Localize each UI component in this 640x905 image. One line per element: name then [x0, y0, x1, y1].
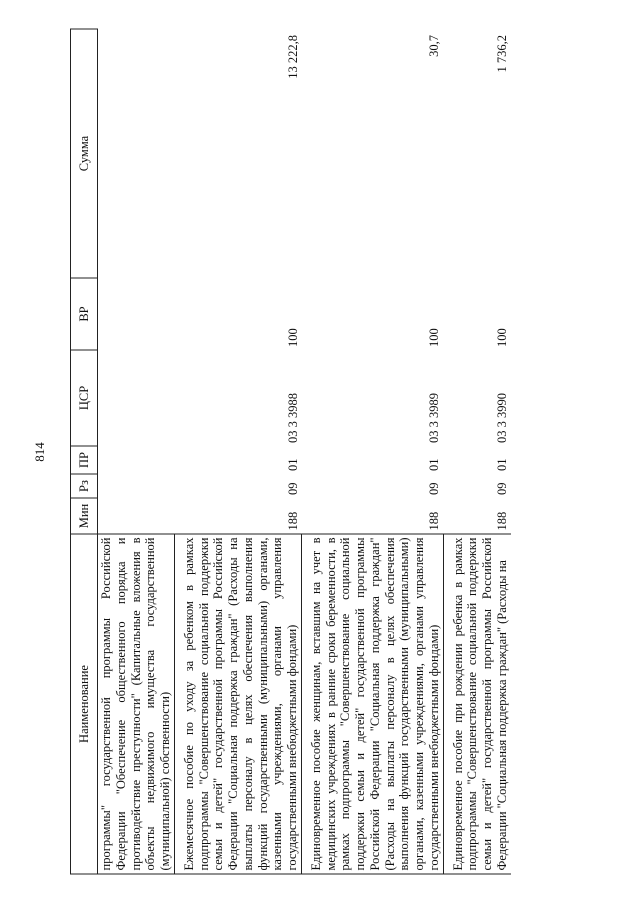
- header-min: Мин: [71, 498, 98, 534]
- row-vr: [98, 278, 175, 350]
- table-row: [98, 29, 175, 874]
- row-name: Ежемесячное пособие по уходу за ребенком в рамках подпрограммы "Совершенствование социальной поддержки семьи и детей" государственной программы Российской Федерации "Социальная поддержка граждан" (Расходы на выплаты персоналу в целях обеспечения выполнения функций государственными (муниципальными) органами, казенными учреждениями, органами управления государственными внебюджетными фондами): [181, 534, 302, 874]
- row-sum: [98, 29, 175, 278]
- header-vr: ВР: [71, 278, 98, 350]
- row-csr: 03 3 3988: [285, 393, 300, 443]
- row-csr: [98, 350, 175, 446]
- row-rz: [98, 474, 175, 498]
- header-csr: ЦСР: [71, 350, 98, 446]
- table-row: [308, 29, 443, 874]
- row-min: 188: [285, 511, 300, 531]
- row-min: [98, 498, 175, 534]
- row-csr: 03 3 3989: [427, 393, 442, 443]
- row-sum: 30,7: [427, 35, 442, 57]
- header-sum: Сумма: [71, 29, 98, 278]
- row-rz: 09: [494, 482, 509, 495]
- row-pr: 01: [494, 458, 509, 471]
- row-pr: 01: [427, 458, 442, 471]
- budget-table: [70, 29, 511, 875]
- header-name: Наименование: [71, 534, 98, 874]
- row-sum: 13 222,8: [285, 35, 300, 79]
- row-pr: [98, 446, 175, 474]
- row-name: Единовременное пособие женщинам, вставшим на учет в медицинских учреждениях в ранние сроки беременности, в рамках подпрограммы "Совершенствование социальной поддержки семьи и детей" государственной программы Российской Федерации "Социальная поддержка граждан" (Расходы на выплаты персоналу в целях обеспечения выполнения функций государственными (муниципальными) органами, казенными учреждениями, органами управления государственными внебюджетными фондами): [308, 534, 443, 874]
- row-min: 188: [494, 511, 509, 531]
- table-header-row: [71, 29, 98, 874]
- table-row: [181, 29, 302, 874]
- row-pr: 01: [285, 458, 300, 471]
- row-vr: 100: [494, 328, 509, 347]
- row-csr: 03 3 3990: [494, 393, 509, 443]
- row-vr: 100: [427, 328, 442, 347]
- row-name: программы" государственной программы Российской Федерации "Обеспечение общественного порядка и противодействие преступности" (Капитальные вложения в объекты недвижимого имущества государственной (муниципальной) собственности): [98, 534, 175, 874]
- row-min: 188: [427, 511, 442, 531]
- table-row: [450, 29, 511, 874]
- header-rz: Рз: [71, 474, 98, 498]
- row-rz: 09: [285, 482, 300, 495]
- row-sum: 1 736,2: [494, 35, 509, 73]
- header-pr: ПР: [71, 446, 98, 474]
- rotated-page: [70, 30, 570, 875]
- row-name: Единовременное пособие при рождении ребенка в рамках подпрограммы "Совершенствование социальной поддержки семьи и детей" государственной программы Российской Федерации "Социальная поддержка граждан" (Расходы на: [450, 534, 511, 874]
- row-rz: 09: [427, 482, 442, 495]
- row-vr: 100: [285, 328, 300, 347]
- page-number: 814: [32, 442, 47, 462]
